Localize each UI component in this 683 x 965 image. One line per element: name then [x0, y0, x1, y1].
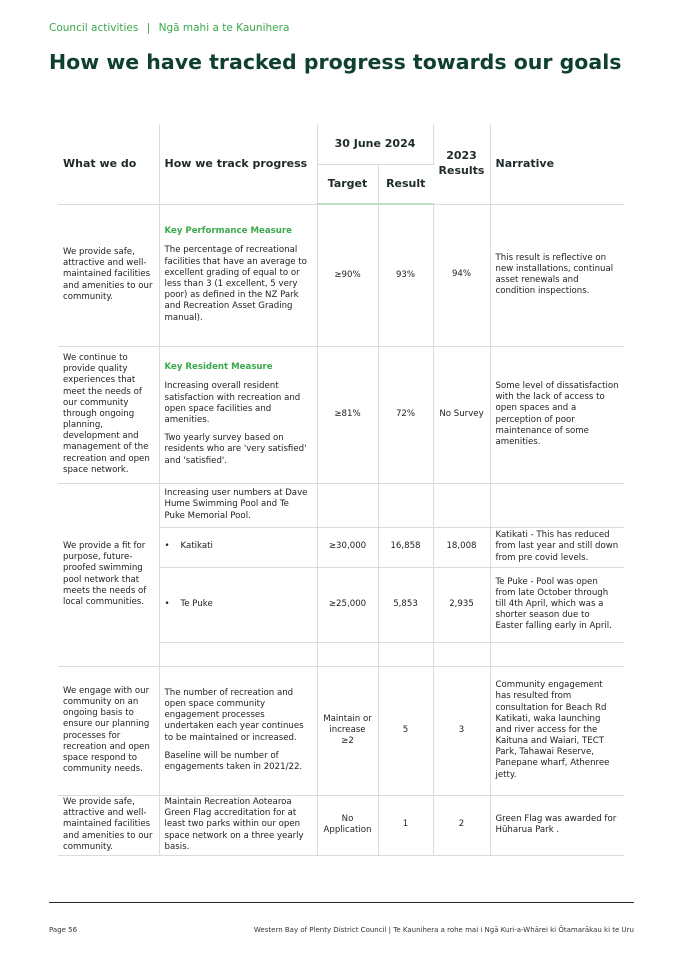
result-2023-cell: 3	[433, 666, 490, 795]
header-how-we-track: How we track progress	[159, 124, 317, 204]
measure-label: Key Resident Measure	[164, 362, 273, 373]
empty-cell	[317, 483, 378, 527]
result-cell: 1	[378, 795, 433, 855]
page-title: How we have tracked progress towards our goals	[49, 50, 622, 74]
result-cell: 5	[378, 666, 433, 795]
result-2023-cell: No Survey	[433, 346, 490, 483]
header-narrative: Narrative	[490, 124, 624, 204]
empty-cell	[433, 483, 490, 527]
table-row	[58, 204, 624, 346]
narrative-cell: Community engagement has resulted from consultation for Beach Rd Katikati, waka launching and river access for the Kaituna and Waiari, TECT Park, Tahawai Reserve, Panepane wharf, Athenree jetty.	[490, 666, 624, 795]
measure-description: The number of recreation and open space community engagement processes undertaken each year continues to be maintained or increased.	[164, 687, 304, 743]
how-we-track-cell: Maintain Recreation Aotearoa Green Flag accreditation for at least two parks within our open space network on a three yearly basis.	[159, 795, 317, 855]
result-cell: 93%	[378, 204, 433, 346]
header-target: Target	[317, 164, 378, 204]
measure-description: Increasing overall resident satisfaction with recreation and open space facilities and amenities.	[164, 381, 301, 425]
empty-cell	[159, 642, 317, 666]
empty-cell	[317, 642, 378, 666]
narrative-cell: Green Flag was awarded for Hūharua Park .	[490, 795, 624, 855]
what-we-do-cell: We provide safe, attractive and well-maintained facilities and amenities to our community.	[58, 795, 159, 855]
progress-table	[58, 124, 624, 856]
narrative-cell: Te Puke - Pool was open from late October through till 4th April, which was a shorter season due to Easter falling early in April.	[490, 567, 624, 642]
what-we-do-cell: We provide safe, attractive and well-maintained facilities and amenities to our community.	[58, 204, 159, 346]
result-2023-cell: 2,935	[433, 567, 490, 642]
narrative-cell: Katikati - This has reduced from last year and still down from pre covid levels.	[490, 527, 624, 567]
breadcrumb-section: Council activities	[49, 22, 139, 34]
table-row	[58, 346, 624, 483]
footer-publisher: Western Bay of Plenty District Council | Te Kaunihera a rohe mai i Ngā Kuri-a-Whārei ki Ōtamarākau ki te Uru	[253, 926, 634, 934]
header-result: Result	[378, 164, 433, 204]
header-what-we-do: What we do	[58, 124, 159, 204]
header-period: 30 June 2024	[317, 124, 433, 164]
target-cell: ≥90%	[317, 204, 378, 346]
section-breadcrumb	[49, 22, 289, 34]
sub-measure-label: Katikati	[180, 541, 213, 552]
empty-cell	[490, 483, 624, 527]
result-cell: 16,858	[378, 527, 433, 567]
measure-description: The percentage of recreational facilities that have an average to excellent grading of equal to or less than 3 (1 excellent, 5 very poor) as defined in the NZ Park and Recreation Asset Grading manual).	[164, 245, 307, 323]
table-row	[58, 795, 624, 855]
table-header-row-top	[58, 124, 624, 164]
bullet-marker: •	[164, 541, 170, 552]
breadcrumb-separator: |	[146, 22, 151, 34]
what-we-do-cell: We engage with our community on an ongoing basis to ensure our planning processes for recreation and open space respond to community needs.	[58, 666, 159, 795]
page-number: Page 56	[49, 926, 78, 934]
narrative-cell: Some level of dissatisfaction with the lack of access to open spaces and a perception of poor maintenance of some amenities.	[490, 346, 624, 483]
how-we-track-cell: Increasing user numbers at Dave Hume Swimming Pool and Te Puke Memorial Pool.	[159, 483, 317, 527]
bullet-marker: •	[164, 598, 170, 609]
sub-measure-cell	[159, 527, 317, 567]
how-we-track-cell	[159, 204, 317, 346]
empty-cell	[378, 483, 433, 527]
empty-cell	[433, 642, 490, 666]
target-cell: No Application	[317, 795, 378, 855]
target-cell: ≥81%	[317, 346, 378, 483]
empty-cell	[378, 642, 433, 666]
target-cell: ≥25,000	[317, 567, 378, 642]
target-cell: ≥30,000	[317, 527, 378, 567]
footer-divider	[49, 902, 634, 903]
sub-measure-label: Te Puke	[180, 598, 213, 609]
what-we-do-cell: We continue to provide quality experiences that meet the needs of our community through ongoing planning, development and management of the recreation and open space network.	[58, 346, 159, 483]
how-we-track-cell	[159, 346, 317, 483]
table-row	[58, 483, 624, 527]
measure-label: Key Performance Measure	[164, 226, 292, 237]
measure-note: Baseline will be number of engagements taken in 2021/22.	[164, 750, 303, 772]
result-cell: 5,853	[378, 567, 433, 642]
sub-measure-cell	[159, 567, 317, 642]
breadcrumb-section-maori: Ngā mahi a te Kaunihera	[158, 22, 290, 34]
result-2023-cell: 94%	[433, 204, 490, 346]
measure-note: Two yearly survey based on residents who are 'very satisfied' and 'satisfied'.	[164, 433, 307, 466]
table-row	[58, 666, 624, 795]
target-cell: Maintain or increase ≥2	[317, 666, 378, 795]
header-2023-results: 2023 Results	[433, 124, 490, 204]
result-2023-cell: 18,008	[433, 527, 490, 567]
empty-cell	[490, 642, 624, 666]
result-2023-cell: 2	[433, 795, 490, 855]
how-we-track-cell	[159, 666, 317, 795]
narrative-cell: This result is reflective on new installations, continual asset renewals and condition inspections.	[490, 204, 624, 346]
what-we-do-cell: We provide a fit for purpose, future-proofed swimming pool network that meets the needs of local communities.	[58, 483, 159, 666]
result-cell: 72%	[378, 346, 433, 483]
